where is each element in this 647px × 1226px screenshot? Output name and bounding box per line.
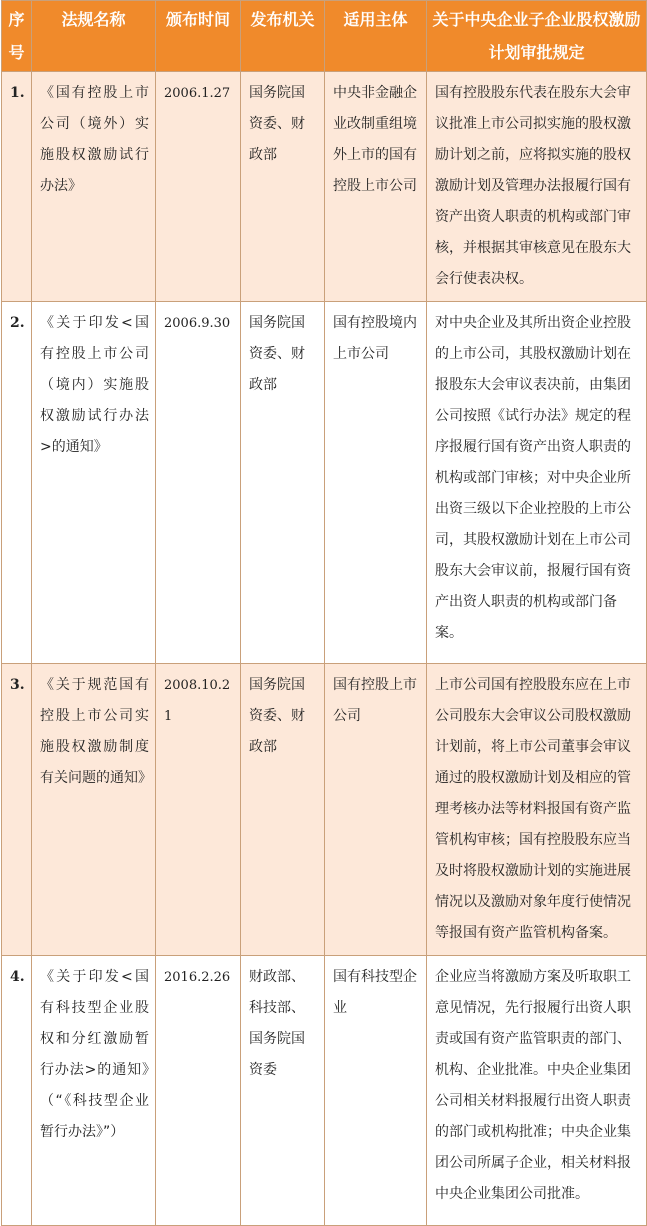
header-rule: 关于中央企业子企业股权激励计划审批规定	[427, 1, 647, 72]
row-date: 2006.1.27	[156, 72, 241, 302]
row-law-name: 《国有控股上市公司（境外）实施股权激励试行办法》	[32, 72, 156, 302]
header-name: 法规名称	[32, 1, 156, 72]
row-date: 2016.2.26	[156, 956, 241, 1226]
row-subject: 国有控股境内上市公司	[325, 302, 427, 664]
row-subject: 国有控股上市公司	[325, 664, 427, 956]
row-issuer: 国务院国资委、财政部	[241, 72, 325, 302]
table-row	[2, 956, 647, 1226]
table-row	[2, 302, 647, 664]
row-rule: 对中央企业及其所出资企业控股的上市公司，其股权激励计划在报股东大会审议表决前，由集团公司按照《试行办法》规定的程序报履行国有资产出资人职责的机构或部门审核；对中央企业所出资三级以下企业控股的上市公司，其股权激励计划在上市公司股东大会审议前，报履行国有资产出资人职责的机构或部门备案。	[427, 302, 647, 664]
table-row	[2, 72, 647, 302]
regulations-table	[1, 0, 647, 1226]
row-seq: 3.	[2, 664, 32, 956]
row-law-name: 《关于印发<国有科技型企业股权和分红激励暂行办法>的通知》（“《科技型企业暂行办法》”）	[32, 956, 156, 1226]
header-issuer: 发布机关	[241, 1, 325, 72]
header-subject: 适用主体	[325, 1, 427, 72]
row-seq: 2.	[2, 302, 32, 664]
row-issuer: 财政部、科技部、国务院国资委	[241, 956, 325, 1226]
row-seq: 4.	[2, 956, 32, 1226]
table-row	[2, 664, 647, 956]
row-issuer: 国务院国资委、财政部	[241, 302, 325, 664]
header-date: 颁布时间	[156, 1, 241, 72]
row-date: 2008.10.21	[156, 664, 241, 956]
row-law-name: 《关于规范国有控股上市公司实施股权激励制度有关问题的通知》	[32, 664, 156, 956]
row-subject: 中央非金融企业改制重组境外上市的国有控股上市公司	[325, 72, 427, 302]
row-issuer: 国务院国资委、财政部	[241, 664, 325, 956]
row-rule: 上市公司国有控股股东应在上市公司股东大会审议公司股权激励计划前，将上市公司董事会审议通过的股权激励计划及相应的管理考核办法等材料报国有资产监管机构审核；国有控股股东应当及时将股权激励计划的实施进展情况以及激励对象年度行使情况等报国有资产监管机构备案。	[427, 664, 647, 956]
row-date: 2006.9.30	[156, 302, 241, 664]
row-law-name: 《关于印发<国有控股上市公司（境内）实施股权激励试行办法>的通知》	[32, 302, 156, 664]
row-subject: 国有科技型企业	[325, 956, 427, 1226]
row-seq: 1.	[2, 72, 32, 302]
row-rule: 企业应当将激励方案及听取职工意见情况，先行报履行出资人职责或国有资产监管职责的部门、机构、企业批准。中央企业集团公司相关材料报履行出资人职责的部门或机构批准；中央企业集团公司所属子企业，相关材料报中央企业集团公司批准。	[427, 956, 647, 1226]
header-seq: 序号	[2, 1, 32, 72]
row-rule: 国有控股股东代表在股东大会审议批准上市公司拟实施的股权激励计划之前，应将拟实施的股权激励计划及管理办法报履行国有资产出资人职责的机构或部门审核，并根据其审核意见在股东大会行使表决权。	[427, 72, 647, 302]
table-header-row	[2, 1, 647, 72]
